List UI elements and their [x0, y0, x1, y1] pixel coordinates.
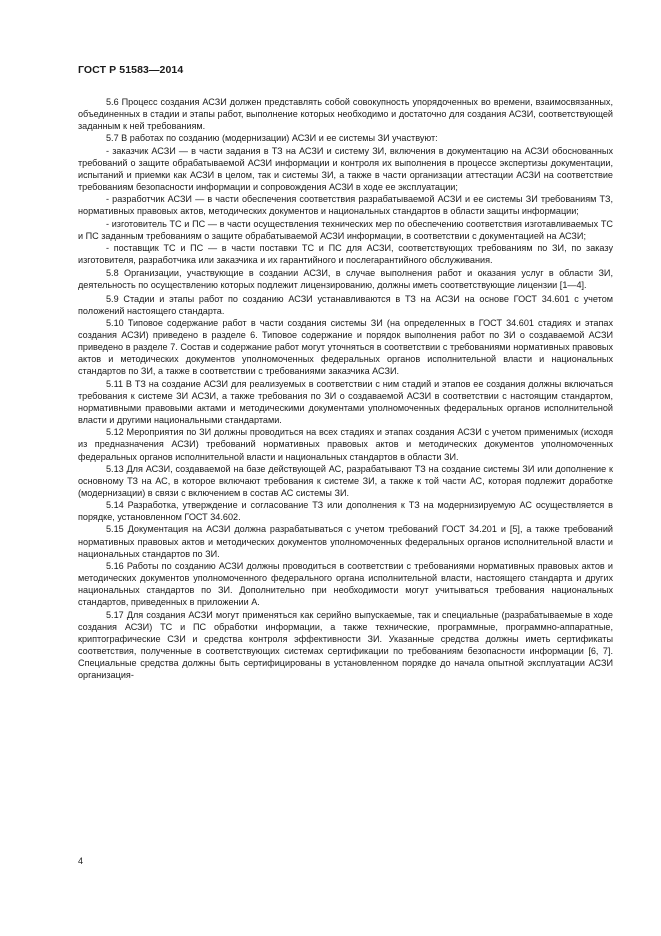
paragraph-5-17: 5.17 Для создания АСЗИ могут применяться как серийно выпускаемые, так и специальные (разрабатываемые в ходе создания АСЗИ) ТС и ПС обработки информации, а также технические, программные, программно-аппаратные, криптографические СЗИ и средства контроля эффективности ЗИ. Указанные средства должны иметь сертификаты соответствия, полученные в соответствующих системах сертификации по требованиям безопасности информации [6, 7]. Специальные средства должны быть сертифицированы в установленном порядке до начала опытной эксплуатации АСЗИ организация-: [78, 609, 613, 681]
paragraph-5-11: 5.11 В ТЗ на создание АСЗИ для реализуемых в соответствии с ним стадий и этапов ее создания должны включаться требования к системе ЗИ АСЗИ, а также требования по ЗИ о создаваемой АСЗИ в соответствии с настоящим стандартом, нормативными правовыми актами и методическими документами уполномоченных федеральных органов исполнительной власти и другими национальными стандартами.: [78, 378, 613, 426]
page-number: 4: [78, 856, 84, 866]
paragraph-5-6: 5.6 Процесс создания АСЗИ должен представлять собой совокупность упорядоченных во времени, взаимосвязанных, объединенных в стадии и этапы работ, выполнение которых необходимо и достаточно для создания АСЗИ, соответствующей заданным к ней требованиям.: [78, 97, 613, 132]
document-body: [78, 96, 613, 682]
paragraph-5-16: 5.16 Работы по созданию АСЗИ должны проводиться в соответствии с требованиями нормативных правовых актов и методических документов уполномоченного федерального органа исполнительной власти, настоящего стандарта и других национальных стандартов по ЗИ. Дополнительно при необходимости могут учитываться требования национальных стандартов, приведенных в приложении А.: [78, 560, 613, 608]
paragraph-5-9: 5.9 Стадии и этапы работ по созданию АСЗИ устанавливаются в ТЗ на АСЗИ на основе ГОСТ 34.601 с учетом положений настоящего стандарта.: [78, 293, 613, 316]
list-item-developer: - разработчик АСЗИ — в части обеспечения соответствия разрабатываемой АСЗИ и ее системы ЗИ требованиям ТЗ, нормативных правовых актов, методических документов и национальных стандартов в области защиты информации;: [78, 194, 613, 217]
document-header: ГОСТ Р 51583—2014: [78, 64, 184, 76]
paragraph-5-10: 5.10 Типовое содержание работ в части создания системы ЗИ (на определенных в ГОСТ 34.601 стадиях и этапах создания АСЗИ) приведено в разделе 6. Типовое содержание и порядок выполнения работ по ЗИ о создаваемой АСЗИ приведено в разделе 7. Состав и содержание работ могут уточняться в соответствии с требованиями нормативных правовых актов и методических документов уполномоченных федеральных органов исполнительной власти и национальных стандартов по ЗИ, а также в соответствии с требованиями заказчика АСЗИ.: [78, 317, 613, 377]
list-item-manufacturer: - изготовитель ТС и ПС — в части осуществления технических мер по обеспечению соответствия изготавливаемых ТС и ПС заданным требованиям о защите обрабатываемой АСЗИ информации, в соответствии с документацией на АСЗИ;: [78, 218, 613, 241]
paragraph-5-15: 5.15 Документация на АСЗИ должна разрабатываться с учетом требований ГОСТ 34.201 и [5], а также требований нормативных правовых актов и методических документов уполномоченных федеральных органов исполнительной власти и национальных стандартов по ЗИ.: [78, 524, 613, 559]
paragraph-5-14: 5.14 Разработка, утверждение и согласование ТЗ или дополнения к ТЗ на модернизируемую АС осуществляется в порядке, установленном ГОСТ 34.602.: [78, 500, 613, 523]
paragraph-5-12: 5.12 Мероприятия по ЗИ должны проводиться на всех стадиях и этапах создания АСЗИ с учетом применимых (исходя из предназначения АСЗИ) требований нормативных правовых актов и методических документов уполномоченных федеральных органов исполнительной власти и национальных стандартов в области ЗИ.: [78, 427, 613, 462]
paragraph-5-13: 5.13 Для АСЗИ, создаваемой на базе действующей АС, разрабатывают ТЗ на создание системы ЗИ или дополнение к основному ТЗ на АС, в которое включают требования к системе ЗИ, а также к той части АС, которая подлежит доработке (модернизации) в связи с включением в состав АС системы ЗИ.: [78, 463, 613, 498]
list-item-supplier: - поставщик ТС и ПС — в части поставки ТС и ПС для АСЗИ, соответствующих требованиям по ЗИ, по заказу изготовителя, разработчика или заказчика и их гарантийного и послегарантийного обслуживания.: [78, 242, 613, 266]
paragraph-5-8: 5.8 Организации, участвующие в создании АСЗИ, в случае выполнения работ и оказания услуг в области ЗИ, деятельность по осуществлению которых подлежит лицензированию, должны иметь соответствующие лицензии [1—4].: [78, 268, 613, 291]
list-item-customer: - заказчик АСЗИ — в части задания в ТЗ на АСЗИ и систему ЗИ, включения в документацию на АСЗИ обоснованных требований о защите обрабатываемой АСЗИ информации и контроля их выполнения в процессе экспертизы документации, испытаний и приемки как АСЗИ в целом, так и системы ЗИ, а также в части организации аттестации АСЗИ на соответствие требованиям безопасности информации и сопровождения АСЗИ в ходе ее эксплуатации;: [78, 145, 613, 193]
paragraph-5-7: 5.7 В работах по созданию (модернизации) АСЗИ и ее системы ЗИ участвуют:: [106, 133, 438, 144]
